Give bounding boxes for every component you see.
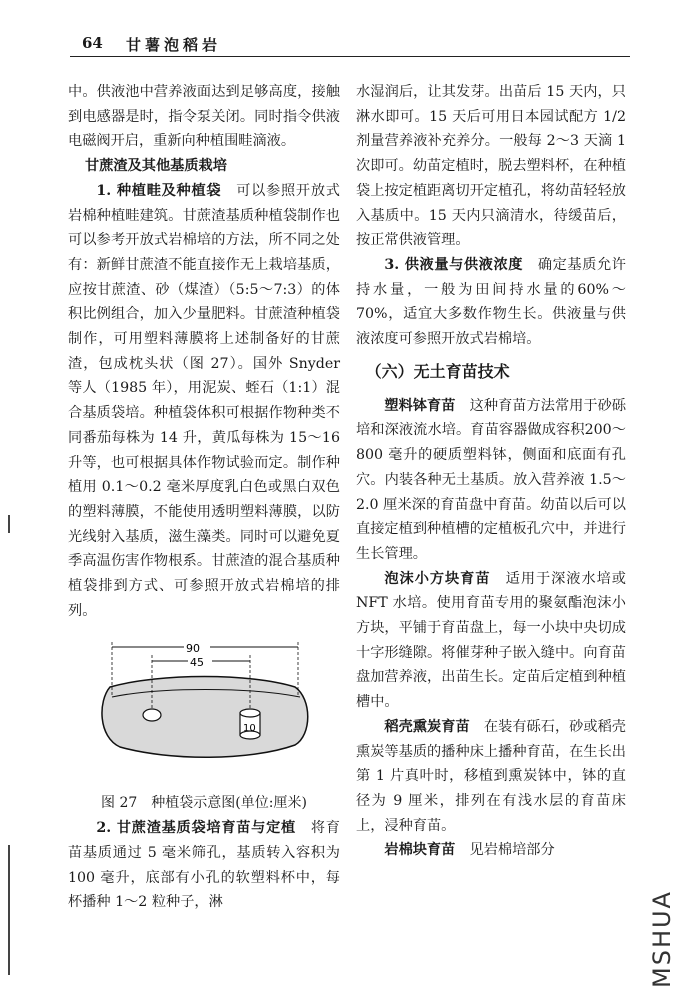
dimension-label-height: 10: [243, 723, 256, 735]
paragraph-text: 在装有砾石，砂或稻壳熏炭等基质的播种床上播种育苗，在生长出第 1 片真叶时，移植到熏炭钵中，钵的直径为 9 厘米，排列在有浅水层的育苗床上，浸种育苗。: [356, 718, 626, 834]
watermark: MSHUA: [648, 890, 676, 988]
book-title: 甘薯泡稻岩: [126, 36, 222, 54]
paragraph: [68, 816, 340, 915]
paragraph-label: 泡沫小方块育苗: [384, 570, 491, 587]
paragraph-text: 适用于深液水培或 NFT 水培。使用育苗专用的聚氨酯泡沫小方块，平铺于育苗盘上，每一小块中央切成十字形缝隙。将催芽种子嵌入缝中。向育苗盘加营养液，出苗生长。定苗后定植到种植槽中。: [356, 570, 626, 711]
figure-caption: 图 27 种植袋示意图(单位:厘米): [101, 795, 307, 812]
margin-mark: [8, 515, 10, 533]
paragraph-text: 可以参照开放式岩棉种植畦建筑。甘蔗渣基质种植袋制作也可以参考开放式岩棉培的方法，所不同之处有：新鲜甘蔗渣不能直接作无上栽培基质，应按甘蔗渣、砂（煤渣）（5:5～7:3）的体积比例组合，加入少量肥料。甘蔗渣种植袋制作，可用塑料薄膜将上述制备好的甘蔗渣，包成枕头状（图 27）。国外 Snyder 等人（1985 年），用泥炭、蛭石（1:1）混合基质袋培。种植袋体积可根据作物种类不同番茄每株为 14 升，黄瓜每株为 15～16 升等，也可根据具体作物试验而定。制作种植用 0.1～0.2 毫米厚度乳白色或黑白双色的塑料薄膜，不能使用透明塑料薄膜，以防光线射入基质，滋生藻类。同时可以避免夏季高温伤害作物根系。甘蔗渣的混合基质种植袋排到方式、可参照开放式岩棉培的排列。: [68, 182, 340, 619]
paragraph: [356, 838, 626, 863]
paragraph: [356, 567, 626, 715]
dimension-label-inner: 45: [190, 656, 204, 670]
paragraph-text: 确定基质允许持水量，一般为田间持水量的60%～70%，适宜大多数作物生长。供液量与供液浓度可参照开放式岩棉培。: [356, 256, 626, 348]
planting-bag-figure: [68, 637, 340, 787]
planting-hole: [143, 709, 161, 721]
page-number: 64: [82, 34, 103, 52]
subheading: 甘蔗渣及其他基质栽培: [85, 158, 227, 175]
paragraph-text: 将育苗基质通过 5 毫米筛孔，基质转入容积为 100 毫升，底部有小孔的软塑料杯中，每杯播种 1～2 粒种子，淋: [68, 820, 340, 911]
paragraph: [68, 179, 340, 624]
paragraph: 水湿润后，让其发芽。出苗后 15 天内，只淋水即可。15 天后可用日本园试配方 1/2 剂量营养液补充养分。一般每 2～3 天滴 1 次即可。幼苗定植时，脱去塑料杯，在种植袋上按定植距离切开定植孔，将幼苗轻轻放入基质中。15 天内只滴清水，待缓苗后，按正常供液管理。: [356, 84, 626, 249]
margin-mark: [8, 845, 10, 975]
paragraph-label: 3. 供液量与供液浓度: [384, 256, 524, 273]
left-column: [68, 80, 340, 915]
paragraph-label: 稻壳熏炭育苗: [384, 718, 470, 735]
page-header: [70, 30, 630, 57]
paragraph: [356, 715, 626, 839]
dimension-label-outer: 90: [186, 642, 200, 656]
paragraph-label: 2. 甘蔗渣基质袋培育苗与定植: [96, 820, 296, 837]
paragraph-text: 见岩棉培部分: [469, 842, 555, 859]
paragraph: 中。供液池中营养液面达到足够高度，接触到电感器是时，指令泵关闭。同时指令供液电磁阀开启，重新向种植围畦滴液。: [68, 84, 340, 150]
paragraph-label: 1. 种植畦及种植袋: [96, 182, 222, 199]
section-title: （六）无土育苗技术: [365, 361, 510, 381]
paragraph: [356, 394, 626, 567]
right-column: [356, 80, 626, 863]
paragraph-label: 岩棉块育苗: [384, 842, 456, 859]
bag-body: [102, 677, 308, 758]
paragraph-label: 塑料钵育苗: [384, 397, 456, 414]
paragraph: [356, 253, 626, 352]
paragraph-text: 这种育苗方法常用于砂砾培和深液流水培。育苗容器做成容积200～800 毫升的硬质塑料钵，侧面和底面有孔穴。内装各种无土基质。放入营养液 1.5～2.0 厘米深的育苗盘中育苗。幼苗以后可以直接定植到种植槽的定植板孔穴中，并进行生长管理。: [356, 397, 626, 562]
